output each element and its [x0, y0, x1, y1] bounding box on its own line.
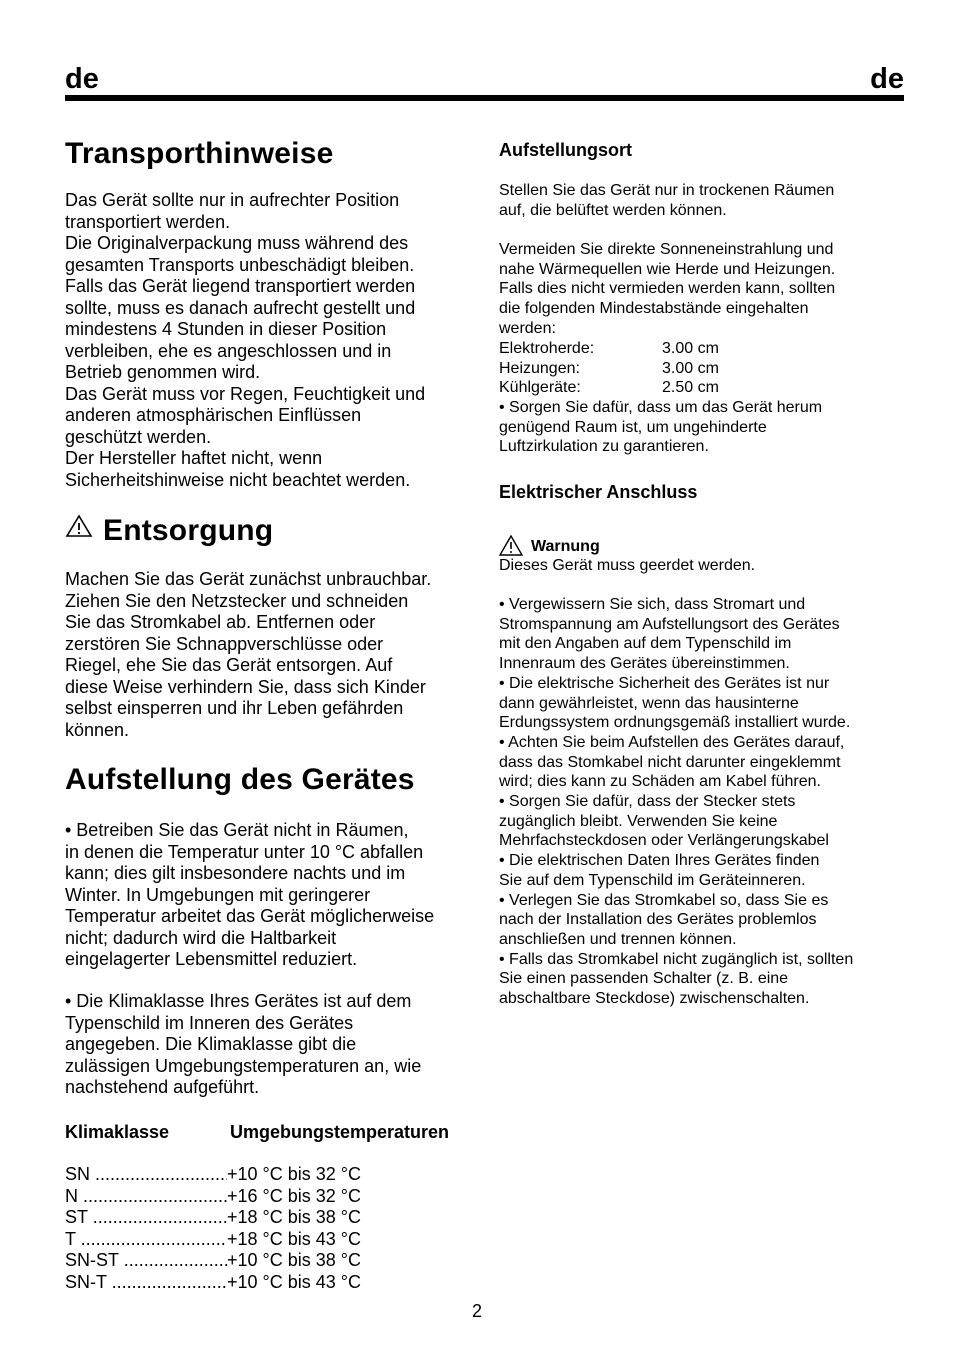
distance-label: Kühlgeräte:: [499, 379, 581, 397]
transport-text: Das Gerät sollte nur in aufrechter Position transportiert werden. Die Originalverpackung muss während des gesamten Transports unbeschädigt bleiben. Falls das Gerät liegend transportiert werden sollte, muss es danach aufrecht gestellt und mindestens 4 Stunden in dieser Position verbleiben, ehe es angeschlossen und in Betrieb genommen wird. Das Gerät muss vor Regen, Feuchtigkeit und anderen atmosphärischen Einflüssen geschützt werden. Der Hersteller haftet nicht, wenn Sicherheitshinweise nicht beachtet werden.: [65, 190, 426, 490]
table-row: [65, 1207, 361, 1229]
climate-class: SN-ST .....: [65, 1250, 227, 1272]
climate-class-column-header: Klimaklasse: [65, 1122, 170, 1142]
climate-class: SN-T .....: [65, 1272, 227, 1294]
list-item: [499, 339, 719, 359]
disposal-text: Machen Sie das Gerät zunächst unbrauchbar. Ziehen Sie den Netzstecker und schneiden Sie das Stromkabel ab. Entfernen oder zerstören Sie Schnappverschlüsse oder Riegel, ehe Sie das Gerät entsorgen. Auf diese Weise verhindern Sie, dass sich Kinder selbst einsperren und ihr Leben gefährden können.: [65, 569, 432, 740]
setup-text-2: • Die Klimaklasse Ihres Gerätes ist auf dem Typenschild im Inneren des Gerätes angegeben. Die Klimaklasse gibt die zulässigen Umgebungstemperaturen an, wie nachstehend aufgeführt.: [65, 991, 422, 1097]
table-row: [65, 1164, 361, 1186]
transport-heading: Transporthinweise: [65, 137, 334, 170]
warning-heading: [499, 535, 600, 557]
temperature-range: +10 °C bis 43 °C: [227, 1271, 361, 1292]
distance-label: Heizungen:: [499, 359, 580, 377]
table-row: [65, 1229, 361, 1251]
temperature-range: +18 °C bis 43 °C: [227, 1228, 361, 1249]
distance-value: 3.00 cm: [662, 359, 719, 377]
location-text-3: • Sorgen Sie dafür, dass um das Gerät herum genügend Raum ist, um ungehinderte Luftzirkulation zu garantieren.: [499, 399, 823, 456]
disposal-heading: [65, 513, 273, 549]
location-heading: Aufstellungsort: [499, 140, 632, 160]
temperature-range: +18 °C bis 38 °C: [227, 1207, 361, 1227]
setup-text-1: • Betreiben Sie das Gerät nicht in Räumen, in denen die Temperatur unter 10 °C abfallen kann; dies gilt insbesondere nachts und im Winter. In Umgebungen mit geringerer Temperatur arbeitet das Gerät möglicherweise nicht; dadurch wird die Haltbarkeit eingelagerter Lebensmittel reduziert.: [65, 820, 435, 969]
climate-table-header: [65, 1121, 449, 1143]
table-row: [65, 1250, 361, 1272]
table-row: [65, 1186, 361, 1208]
temperature-range: +10 °C bis 38 °C: [227, 1250, 361, 1270]
list-item: [499, 378, 719, 398]
climate-class: ST .....: [65, 1207, 227, 1229]
location-text-2: Vermeiden Sie direkte Sonneneinstrahlung und nahe Wärmequellen wie Herde und Heizungen. Falls dies nicht vermieden werden kann, sollten die folgenden Mindestabstände eingehalten werden:: [499, 241, 836, 337]
distance-value: 3.00 cm: [662, 340, 719, 357]
climate-class: T .....: [65, 1229, 227, 1251]
warning-triangle-icon: [65, 511, 93, 547]
temperature-range: +10 °C bis 32 °C: [227, 1164, 361, 1184]
climate-class: N .....: [65, 1186, 227, 1208]
list-item: [499, 359, 719, 379]
electric-bullets: • Vergewissern Sie sich, dass Stromart und Stromspannung am Aufstellungsort des Gerätes mit den Angaben auf dem Typenschild im Innenraum des Gerätes übereinstimmen. • Die elektrische Sicherheit des Gerätes ist nur dann gewährleistet, wenn das hausinterne Erdungssystem ordnungsgemäß installiert wurde. • Achten Sie beim Aufstellen des Gerätes darauf, dass das Stomkabel nicht darunter eingeklemmt wird; dies kann zu Schäden am Kabel führen. • Sorgen Sie dafür, dass der Stecker stets zugänglich bleibt. Verwenden Sie keine Mehrfachsteckdosen oder Verlängerungskabel • Die elektrischen Daten Ihres Gerätes finden Sie auf dem Typenschild im Geräteinneren. • Verlegen Sie das Stromkabel so, dass Sie es nach der Installation des Gerätes problemlos anschließen und trennen können. • Falls das Stromkabel nicht zugänglich ist, sollten Sie einen passenden Schalter (z. B. eine abschaltbare Steckdose) zwischenschalten.: [499, 596, 854, 1008]
page-number: 2: [471, 1301, 482, 1321]
ambient-temperature-column-header: Umgebungstemperaturen: [230, 1122, 450, 1142]
distance-label: Elektroherde:: [499, 340, 595, 357]
distance-value: 2.50 cm: [662, 379, 719, 397]
warning-triangle-icon: [499, 535, 527, 557]
warning-label: Warnung: [531, 538, 600, 555]
temperature-range: +16 °C bis 32 °C: [227, 1185, 361, 1206]
climate-class: SN .....: [65, 1164, 227, 1186]
header-rule: [65, 95, 904, 101]
setup-heading: Aufstellung des Gerätes: [65, 763, 415, 796]
table-row: [65, 1272, 361, 1294]
distance-list: [499, 339, 719, 398]
electric-heading: Elektrischer Anschluss: [499, 482, 698, 502]
location-text-1: Stellen Sie das Gerät nur in trockenen Räumen auf, die belüftet werden können.: [499, 182, 835, 219]
climate-table: [65, 1164, 361, 1293]
header-language-right: de: [870, 63, 904, 95]
warning-text: Dieses Gerät muss geerdet werden.: [499, 557, 756, 574]
header-language-left: de: [65, 63, 99, 95]
disposal-heading-label: Entsorgung: [103, 514, 274, 547]
